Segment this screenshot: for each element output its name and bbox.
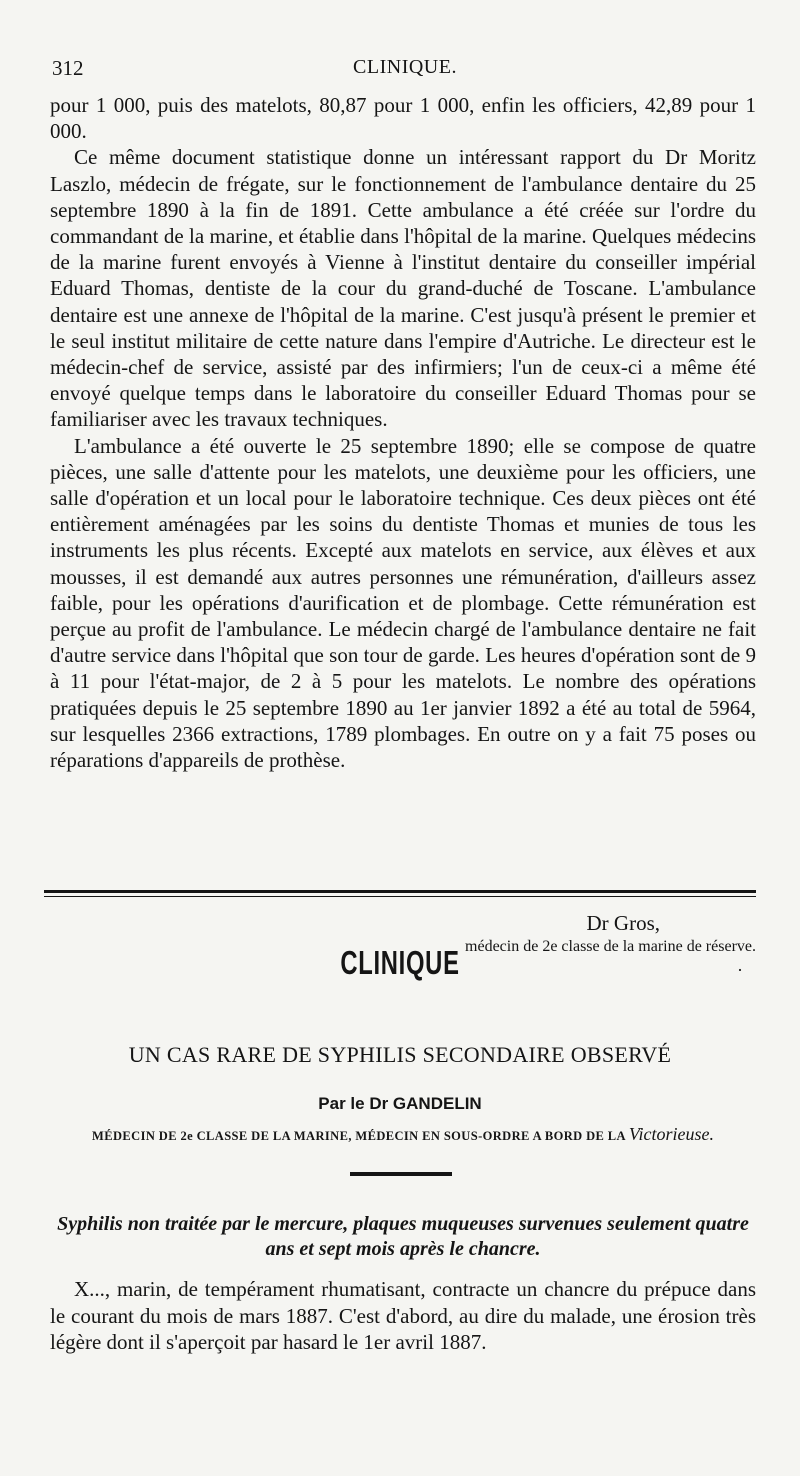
section-divider bbox=[44, 890, 756, 893]
paragraph: X..., marin, de tempérament rhumatisant, contracte un chancre du prépuce dans le courant du mois de mars 1887. C'est d'abord, au dire du malade, une érosion très légère dont il s'aperçoit par hasard le 1er avril 1887. bbox=[50, 1277, 756, 1354]
running-head: CLINIQUE. bbox=[353, 56, 457, 78]
page-header bbox=[52, 56, 758, 84]
author-role: médecin de 2e classe de la marine de réserve. bbox=[465, 938, 756, 955]
paragraph: L'ambulance a été ouverte le 25 septembre 1890; elle se compose de quatre pièces, une salle d'attente pour les matelots, une deuxième pour les officiers, une salle d'opération et un local pour le laboratoire technique. Ces deux pièces ont été entièrement aménagées par les soins du dentiste Thomas et munies de tous les instruments les plus récents. Excepté aux matelots en service, aux élèves et aux mousses, il est demandé aux autres personnes une rémunération, d'ailleurs assez faible, pour les opérations d'aurification et de plombage. Cette rémunération est perçue au profit de l'ambulance. Le médecin chargé de l'ambulance dentaire ne fait d'autre service dans l'hôpital que son tour de garde. Les heures d'opération sont de 9 à 11 pour l'état-major, de 2 à 5 pour les matelots. Le nombre des opérations pratiquées depuis le 25 septembre 1890 au 1er janvier 1892 a été au total de 5964, sur lesquelles 2366 extractions, 1789 plombages. En outre on y a fait 75 poses ou réparations d'appareils de prothèse. bbox=[50, 433, 756, 773]
title-rule bbox=[350, 1172, 452, 1176]
author-affiliation bbox=[50, 1124, 756, 1145]
paragraph: Ce même document statistique donne un intéressant rapport du Dr Moritz Laszlo, médecin de frégate, sur le fonctionnement de l'ambulance dentaire du 25 septembre 1890 à la fin de 1891. Cette ambulance a été créée sur l'ordre du commandant de la marine, et établie dans l'hôpital de la marine. Quelques médecins de la marine furent envoyés à Vienne à l'institut dentaire du conseiller impérial Eduard Thomas, dentiste de la cour du grand-duché de Toscane. L'ambulance dentaire est une annexe de l'hôpital de la marine. C'est jusqu'à présent le premier et le seul institut militaire de cette nature dans l'empire d'Autriche. Le directeur est le médecin-chef de service, assisté par des infirmiers; l'un de ceux-ci a même été envoyé quelque temps dans le laboratoire du conseiller Eduard Thomas pour se familiariser avec les travaux techniques. bbox=[50, 145, 756, 432]
section-divider-thin bbox=[44, 896, 756, 897]
top-article bbox=[50, 92, 756, 955]
article-summary: Syphilis non traitée par le mercure, plaques muqueuses survenues seulement quatre ans et sept mois après le chancre. bbox=[57, 1213, 749, 1260]
case-text bbox=[50, 1276, 756, 1356]
page-number: 312 bbox=[52, 56, 84, 80]
section-title: CLINIQUE bbox=[340, 944, 460, 981]
affiliation-text: MÉDECIN DE 2e CLASSE DE LA MARINE, MÉDECIN EN SOUS-ORDRE A BORD DE LA bbox=[92, 1129, 626, 1143]
paragraph: pour 1 000, puis des matelots, 80,87 pour 1 000, enfin les officiers, 42,89 pour 1 000. bbox=[50, 93, 756, 144]
title-mark: · bbox=[737, 960, 743, 980]
ship-name: Victorieuse. bbox=[628, 1124, 714, 1144]
author-signature: Dr Gros, bbox=[586, 911, 660, 935]
article-title: UN CAS RARE DE SYPHILIS SECONDAIRE OBSERVÉ bbox=[128, 1042, 672, 1067]
author-byline: Par le Dr GANDELIN bbox=[318, 1094, 482, 1113]
